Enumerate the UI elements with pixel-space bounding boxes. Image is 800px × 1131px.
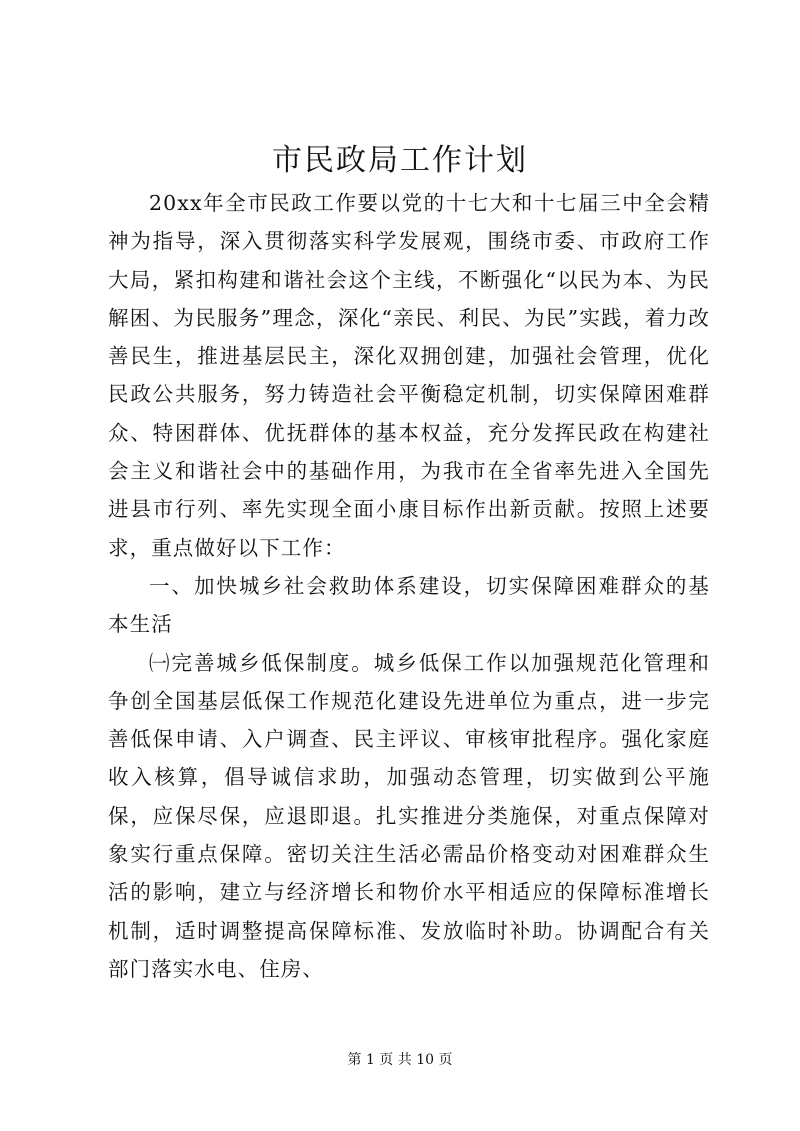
page-footer: 第 1 页 共 10 页 bbox=[347, 1052, 453, 1068]
page-title: 市民政局工作计划 bbox=[272, 143, 528, 178]
intro-paragraph: 20xx年全市民政工作要以党的十七大和十七届三中全会精神为指导，深入贯彻落实科学发展观，围绕市委、市政府工作大局，紧扣构建和谐社会这个主线，不断强化“以民为本、为民解困、为民服务”理念，深化“亲民、利民、为民”实践，着力改善民生，推进基层民主，深化双拥创建，加强社会管理，优化民政公共服务，努力铸造社会平衡稳定机制，切实保障困难群众、特困群体、优抚群体的基本权益，充分发挥民政在构建社会主义和谐社会中的基础作用，为我市在全省率先进入全国先进县市行列、率先实现全面小康目标作出新贡献。按照上述要求，重点做好以下工作： bbox=[108, 191, 710, 560]
subsection-paragraph: ㈠完善城乡低保制度。城乡低保工作以加强规范化管理和争创全国基层低保工作规范化建设先进单位为重点，进一步完善低保申请、入户调查、民主评议、审核审批程序。强化家庭收入核算，倡导诚信求助，加强动态管理，切实做到公平施保，应保尽保，应退即退。扎实推进分类施保，对重点保障对象实行重点保障。密切关注生活必需品价格变动对困难群众生活的影响，建立与经济增长和物价水平相适应的保障标准增长机制，适时调整提高保障标准、发放临时补助。协调配合有关部门落实水电、住房、 bbox=[108, 650, 710, 981]
document-body bbox=[108, 184, 710, 988]
section-heading-paragraph: 一、加快城乡社会救助体系建设，切实保障困难群众的基本生活 bbox=[108, 573, 710, 637]
